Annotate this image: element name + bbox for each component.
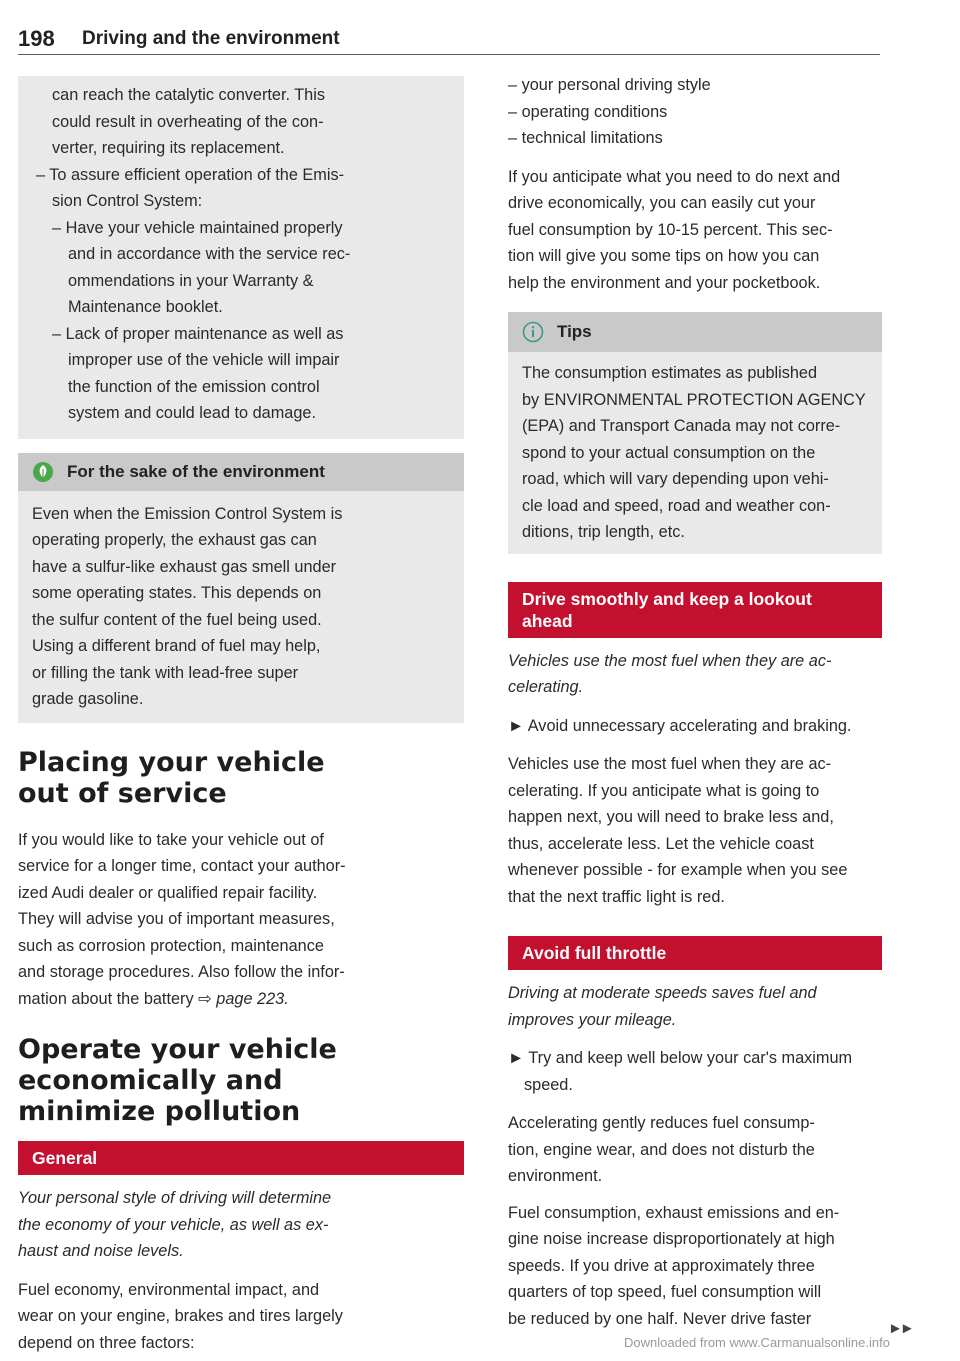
general-body [18, 1277, 464, 1357]
body-line: speeds. If you drive at approximately three [508, 1256, 815, 1275]
body-line: that the next traffic light is red. [508, 887, 725, 906]
body-line: Vehicles use the most fuel when they are ac- [508, 755, 832, 773]
tips-line: by ENVIRONMENTAL PROTECTION AGENCY [522, 390, 866, 409]
body-line: Fuel consumption, exhaust emissions and en- [508, 1203, 840, 1222]
page-reference-link[interactable]: ⇨ page 223. [198, 989, 289, 1008]
factor-item: – operating conditions [508, 102, 668, 121]
service-line-text: mation about the battery [18, 989, 199, 1008]
tips-box-body [508, 352, 882, 554]
body-line: Fuel economy, environmental impact, and [18, 1280, 320, 1299]
avoid-full-throttle-section-bar: Avoid full throttle [508, 936, 882, 970]
note-sub-bullet: – Lack of proper maintenance as well as [52, 324, 344, 343]
environment-line: operating properly, the exhaust gas can [32, 531, 317, 549]
environment-line: Even when the Emission Control System is [32, 504, 343, 523]
body-line: environment. [508, 1167, 603, 1185]
environment-line: grade gasoline. [32, 690, 144, 708]
bar-line: Drive smoothly and keep a lookout [522, 588, 812, 609]
service-line: If you would like to take your vehicle out of [18, 830, 324, 849]
section-title: Driving and the environment [82, 28, 340, 49]
note-sub-bullet: – Have your vehicle maintained properly [52, 218, 343, 237]
tips-line: (EPA) and Transport Canada may not corre- [522, 417, 841, 435]
body-line: happen next, you will need to brake less and, [508, 808, 834, 826]
factor-list [508, 72, 882, 152]
body-line: Accelerating gently reduces fuel consump- [508, 1114, 815, 1132]
note-bullet: – To assure efficient operation of the Emis- [36, 165, 345, 184]
body-line: quarters of top speed, fuel consumption will [508, 1283, 822, 1301]
intro-line: haust and noise levels. [18, 1242, 184, 1260]
service-line: ized Audi dealer or qualified repair facility. [18, 883, 318, 902]
tips-box-header [508, 312, 882, 352]
throttle-body-2 [508, 1200, 882, 1333]
general-section-bar: General [18, 1141, 464, 1175]
note-bullet: sion Control System: [52, 192, 203, 210]
tips-line: cle load and speed, road and weather con- [522, 496, 831, 515]
note-sub-bullet: Maintenance booklet. [68, 298, 223, 316]
note-sub-bullet: the function of the emission control [68, 377, 320, 396]
general-intro [18, 1185, 464, 1265]
info-icon [522, 321, 544, 343]
footer-watermark: Downloaded from www.Carmanualsonline.info [624, 1335, 890, 1350]
body-line: tion, engine wear, and does not disturb the [508, 1140, 815, 1159]
heading-line: economically and [18, 1065, 283, 1096]
heading-operate-economically [18, 1034, 464, 1127]
note-sub-bullet: system and could lead to damage. [68, 404, 316, 422]
tips-line: ditions, trip length, etc. [522, 523, 685, 541]
environment-line: or filling the tank with lead-free super [32, 663, 299, 682]
instruction-bullet: ► Avoid unnecessary accelerating and braking. [508, 716, 852, 735]
right-column [508, 72, 882, 1332]
note-line: verter, requiring its replacement. [52, 139, 285, 157]
intro-line: Driving at moderate speeds saves fuel and [508, 984, 817, 1002]
note-sub-bullet: ommendations in your Warranty & [68, 271, 314, 290]
drive-body [508, 751, 882, 910]
page-header [18, 24, 880, 55]
body-line: fuel consumption by 10-15 percent. This sec- [508, 220, 833, 239]
page-number: 198 [18, 26, 55, 51]
intro-line: improves your mileage. [508, 1010, 677, 1029]
note-sub-bullet: and in accordance with the service rec- [68, 245, 351, 263]
environment-line: the sulfur content of the fuel being used. [32, 610, 322, 629]
body-line: tion will give you some tips on how you can [508, 247, 820, 265]
body-line: be reduced by one half. Never drive faster [508, 1309, 812, 1328]
body-line: whenever possible - for example when you see [508, 861, 848, 879]
note-line: could result in overheating of the con- [52, 112, 324, 131]
service-line: such as corrosion protection, maintenance [18, 936, 324, 955]
factor-item: – technical limitations [508, 129, 663, 147]
service-paragraph [18, 827, 464, 1013]
tips-line: The consumption estimates as published [522, 364, 818, 382]
environment-box-title: For the sake of the environment [67, 461, 325, 481]
warning-note-continuation [18, 76, 464, 439]
body-line: drive economically, you can easily cut your [508, 194, 816, 212]
heading-line: minimize pollution [18, 1096, 301, 1127]
intro-line: celerating. [508, 678, 584, 696]
body-line: thus, accelerate less. Let the vehicle coast [508, 834, 814, 853]
service-line: service for a longer time, contact your author- [18, 857, 346, 875]
environment-line: Using a different brand of fuel may help, [32, 637, 321, 655]
tips-title: Tips [557, 322, 592, 341]
left-column [18, 72, 464, 1356]
instruction-bullet [508, 1045, 882, 1098]
tips-line: spond to your actual consumption on the [522, 443, 816, 462]
note-sub-bullet: improper use of the vehicle will impair [68, 351, 340, 369]
heading-line: Operate your vehicle [18, 1034, 337, 1065]
heading-line: out of service [18, 777, 227, 809]
service-line: They will advise you of important measures, [18, 910, 335, 928]
body-line: gine noise increase disproportionately at high [508, 1230, 835, 1248]
factor-item: – your personal driving style [508, 76, 711, 94]
bullet-line: ► Try and keep well below your car's maximum [508, 1049, 853, 1067]
drive-intro [508, 648, 882, 701]
continued-arrow-icon: ►► [888, 1320, 912, 1337]
heading-line: Placing your vehicle [18, 746, 325, 778]
anticipate-paragraph [508, 164, 882, 297]
body-line: celerating. If you anticipate what is going to [508, 781, 820, 800]
body-line: help the environment and your pocketbook. [508, 273, 821, 292]
service-line: and storage procedures. Also follow the infor- [18, 963, 345, 981]
body-line: wear on your engine, brakes and tires largely [18, 1307, 343, 1325]
environment-line: have a sulfur-like exhaust gas smell under [32, 557, 337, 576]
bullet-line: speed. [524, 1075, 573, 1094]
drive-smoothly-section-bar [508, 582, 882, 638]
environment-box-body [18, 491, 464, 723]
throttle-intro [508, 980, 882, 1033]
heading-placing-out-of-service [18, 747, 464, 809]
note-line: can reach the catalytic converter. This [52, 86, 325, 104]
intro-line: Your personal style of driving will determine [18, 1189, 332, 1207]
bar-line: ahead [522, 610, 573, 631]
tips-line: road, which will vary depending upon vehi- [522, 470, 829, 488]
environment-box-header [18, 453, 464, 491]
throttle-body-1 [508, 1110, 882, 1190]
service-line [18, 986, 464, 1013]
intro-line: Vehicles use the most fuel when they are ac- [508, 651, 832, 670]
intro-line: the economy of your vehicle, as well as ex- [18, 1215, 329, 1234]
body-line: If you anticipate what you need to do next and [508, 167, 841, 186]
body-line: depend on three factors: [18, 1333, 195, 1352]
environment-line: some operating states. This depends on [32, 584, 322, 602]
environment-icon [32, 461, 54, 483]
